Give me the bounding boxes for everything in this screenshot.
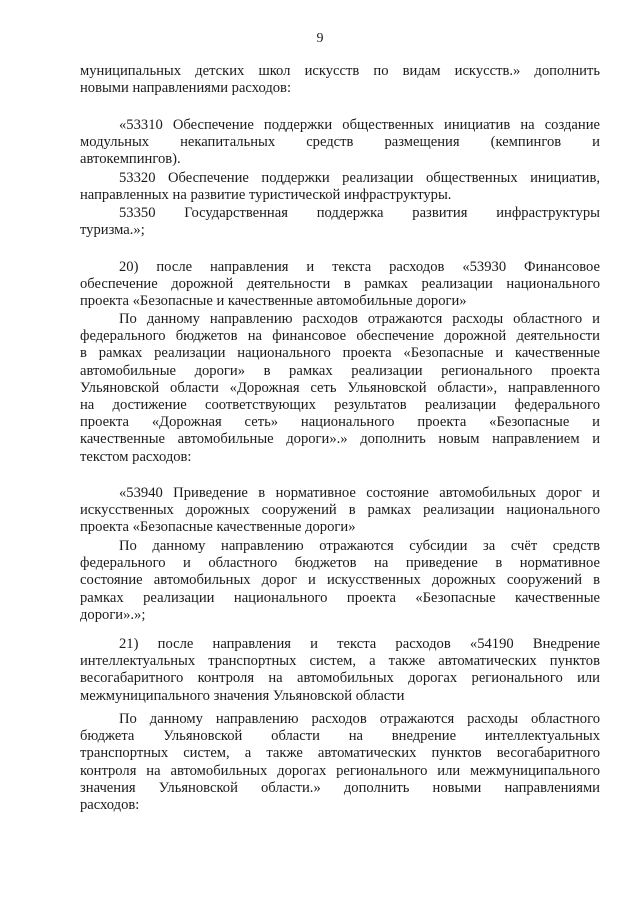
text-line: значения Ульяновской области.» дополнить новыми направлениями xyxy=(80,779,600,796)
text-line: проекта «Безопасные качественные дороги» xyxy=(80,519,356,536)
text-line: По данному направлению отражаются субсидии за счёт средств xyxy=(119,538,600,554)
text-line: расходов: xyxy=(80,797,140,814)
text-line: новыми направлениями расходов: xyxy=(80,80,292,97)
paragraph xyxy=(80,711,600,814)
text-line: проекта «Безопасные и качественные автомобильные дороги» xyxy=(80,293,467,310)
text-line: федерального и областного бюджетов на приведение в нормативное xyxy=(80,555,600,572)
text-line: По данному направлению расходов отражаются расходы областного xyxy=(119,711,600,727)
paragraph xyxy=(80,63,600,97)
text-line: модульных некапитальных средств размещения (кемпингов и xyxy=(80,134,600,151)
paragraph xyxy=(80,311,600,466)
text-line: качественные автомобильные дороги».» дополнить новым направлением и xyxy=(80,431,600,448)
text-line: рамках реализации национального проекта «Безопасные качественные xyxy=(80,589,600,606)
text-line: федерального бюджетов на финансовое обеспечение дорожной деятельности xyxy=(80,328,600,345)
text-line: интеллектуальных транспортных систем, а также автоматических пунктов xyxy=(80,653,600,670)
text-line: автомобильные дороги» в рамках реализации регионального проекта xyxy=(80,362,600,379)
text-line: весогабаритного контроля на автомобильных дорогах регионального или xyxy=(80,670,600,687)
text-line: «53940 Приведение в нормативное состояние автомобильных дорог и xyxy=(119,485,600,501)
text-line: транспортных систем, а также автоматических пунктов весогабаритного xyxy=(80,745,600,762)
paragraph xyxy=(80,538,600,624)
paragraph xyxy=(80,117,600,169)
text-line: туризма.»; xyxy=(80,222,145,239)
text-line: контроля на автомобильных дорогах регионального или межмуниципального xyxy=(80,762,600,779)
text-line: искусственных дорожных сооружений в рамках реализации национального xyxy=(80,502,600,519)
page-number: 9 xyxy=(316,31,324,46)
text-line: По данному направлению расходов отражаются расходы областного и xyxy=(119,311,600,327)
text-line: автокемпингов). xyxy=(80,151,181,168)
text-line: текстом расходов: xyxy=(80,448,192,465)
paragraph xyxy=(80,205,600,239)
text-line: межмуниципального значения Ульяновской области xyxy=(80,687,405,704)
text-line: направленных на развитие туристической инфраструктуры. xyxy=(80,187,452,204)
text-line: 20) после направления и текста расходов «53930 Финансовое xyxy=(119,259,600,275)
paragraph xyxy=(80,485,600,537)
paragraph xyxy=(80,636,600,705)
text-line: муниципальных детских школ искусств по видам искусств.» дополнить xyxy=(80,63,600,79)
text-line: обеспечение дорожной деятельности в рамках реализации национального xyxy=(80,276,600,293)
text-line: 53350 Государственная поддержка развития инфраструктуры xyxy=(119,205,600,221)
text-line: состояние автомобильных дорог и искусственных дорожных сооружений в xyxy=(80,572,600,589)
text-line: проекта «Дорожная сеть» национального проекта «Безопасные и xyxy=(80,414,600,431)
text-line: дороги».»; xyxy=(80,606,146,623)
text-line: 21) после направления и текста расходов «54190 Внедрение xyxy=(119,636,600,652)
text-line: в рамках реализации национального проекта «Безопасные и качественные xyxy=(80,345,600,362)
text-line: Ульяновской области «Дорожная сеть Ульяновской области», направленного xyxy=(80,379,600,396)
text-line: на достижение соответствующих результатов реализации федерального xyxy=(80,397,600,414)
paragraph xyxy=(80,170,600,204)
text-line: бюджета Ульяновской области на внедрение интеллектуальных xyxy=(80,728,600,745)
text-line: 53320 Обеспечение поддержки реализации общественных инициатив, xyxy=(119,170,600,186)
text-line: «53310 Обеспечение поддержки общественных инициатив на создание xyxy=(119,117,600,133)
paragraph xyxy=(80,259,600,311)
